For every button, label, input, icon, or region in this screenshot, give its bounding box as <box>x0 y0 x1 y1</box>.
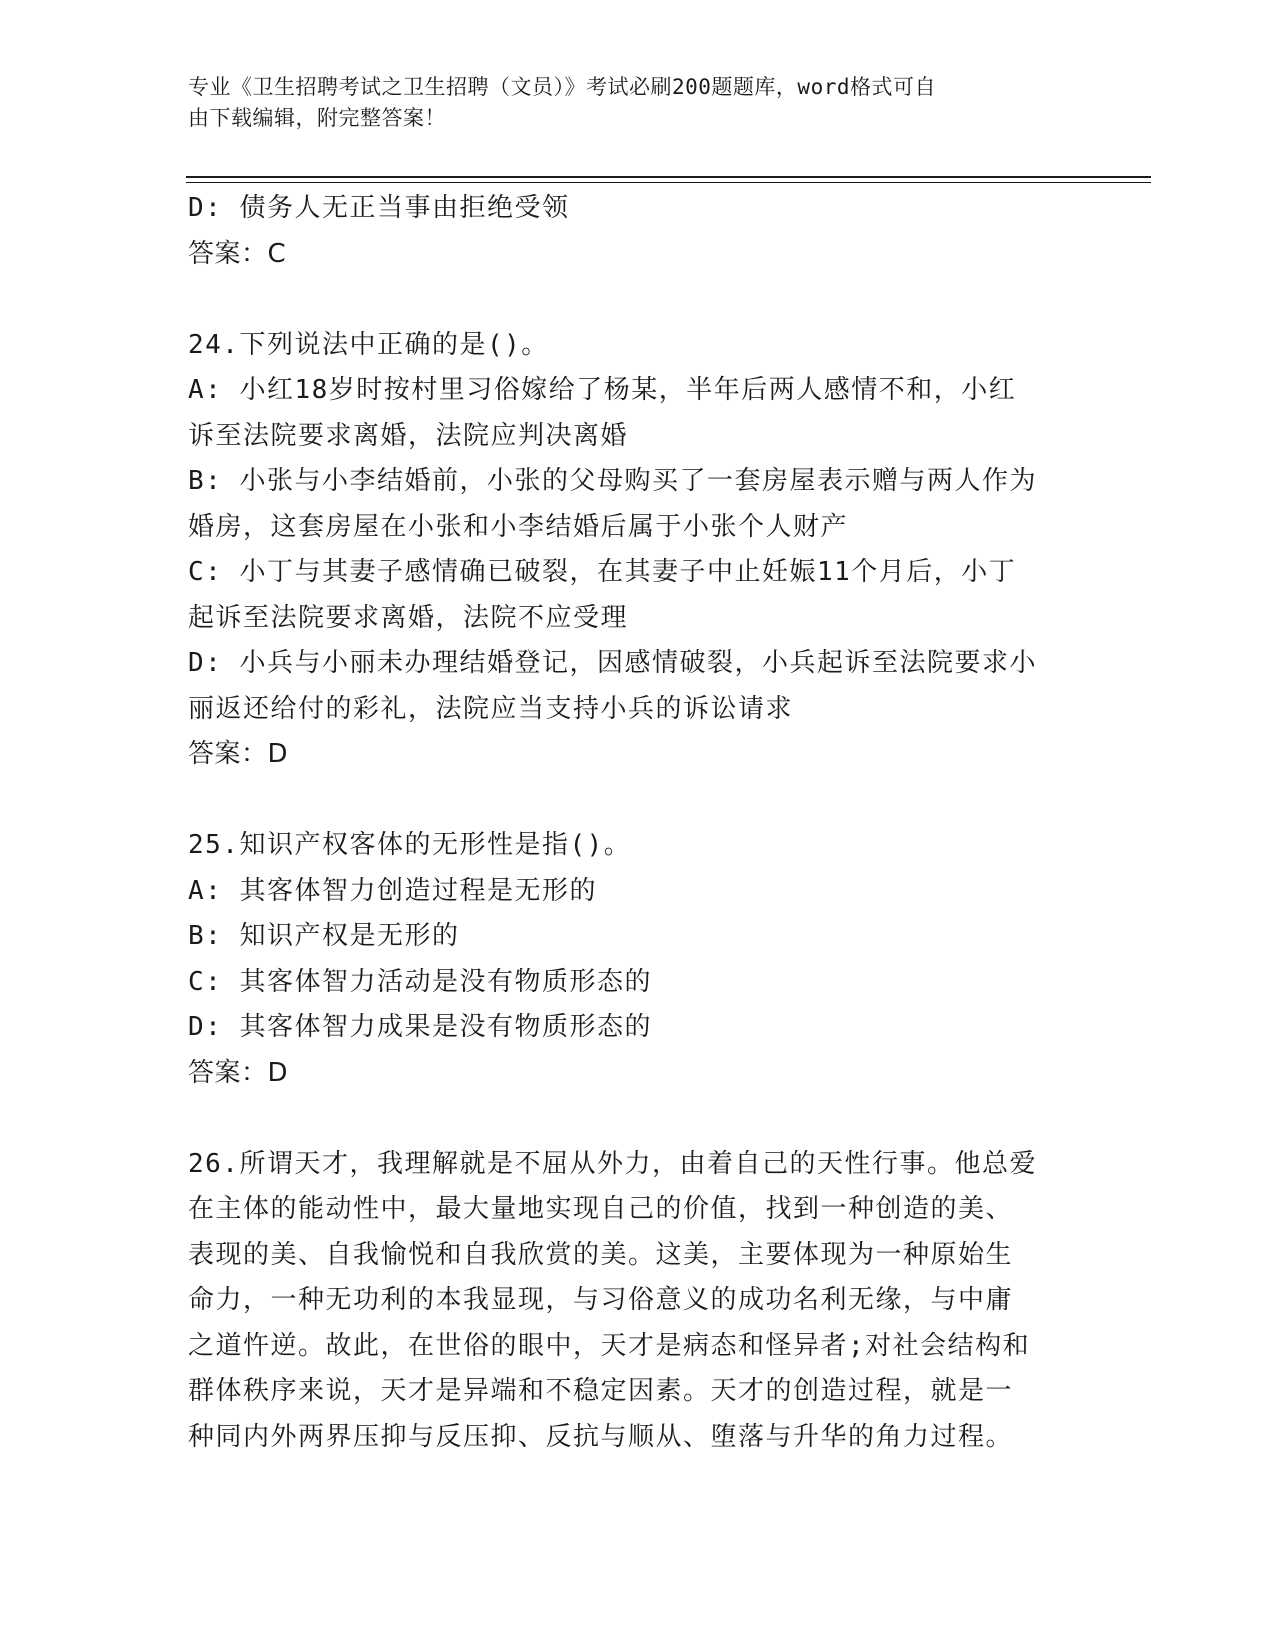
question-content <box>188 186 1088 1460</box>
option-a-line-1: A: 小红18岁时按村里习俗嫁给了杨某，半年后两人感情不和，小红 <box>188 375 1017 405</box>
passage-line-5: 之道忤逆。故此，在世俗的眼中，天才是病态和怪异者;对社会结构和 <box>188 1330 1031 1361</box>
page-header <box>188 72 1068 134</box>
answer-line: 答案：D <box>188 739 289 769</box>
option-c-line-1: C: 小丁与其妻子感情确已破裂，在其妻子中止妊娠11个月后，小丁 <box>188 557 1017 587</box>
passage-line-6: 群体秩序来说，天才是异端和不稳定因素。天才的创造过程，就是一 <box>188 1376 1014 1406</box>
header-divider-thin <box>186 182 1151 183</box>
option-b-line-2: 婚房，这套房屋在小张和小李结婚后属于小张个人财产 <box>188 511 849 542</box>
question-spacer <box>188 1096 1088 1142</box>
option-a-line-2: 诉至法院要求离婚，法院应判决离婚 <box>188 420 629 451</box>
answer-line: 答案：D <box>188 1057 289 1088</box>
question-spacer <box>188 778 1088 824</box>
option-c: C: 其客体智力活动是没有物质形态的 <box>188 966 652 997</box>
passage-line-7: 种同内外两界压抑与反压抑、反抗与顺从、堕落与升华的角力过程。 <box>188 1421 1014 1452</box>
option-b: B: 知识产权是无形的 <box>188 921 460 951</box>
passage-line-4: 命力，一种无功利的本我显现，与习俗意义的成功名利无缘，与中庸 <box>188 1285 1014 1315</box>
question-24 <box>188 323 1088 778</box>
header-divider-thick <box>186 176 1151 178</box>
question-spacer <box>188 277 1088 323</box>
passage-line-3: 表现的美、自我愉悦和自我欣赏的美。这美，主要体现为一种原始生 <box>188 1239 1014 1270</box>
option-d-line-1: D: 小兵与小丽未办理结婚登记，因感情破裂，小兵起诉至法院要求小 <box>188 648 1037 678</box>
answer-line: 答案：C <box>188 238 287 269</box>
question-stem: 25.知识产权客体的无形性是指()。 <box>188 830 632 860</box>
option-c-line-2: 起诉至法院要求离婚，法院不应受理 <box>188 602 629 633</box>
option-b-line-1: B: 小张与小李结婚前，小张的父母购买了一套房屋表示赠与两人作为 <box>188 466 1037 496</box>
question-stem: 24.下列说法中正确的是()。 <box>188 329 549 360</box>
option-d-line-2: 丽返还给付的彩礼，法院应当支持小兵的诉讼请求 <box>188 693 794 724</box>
passage-line-2: 在主体的能动性中，最大量地实现自己的价值，找到一种创造的美、 <box>188 1194 1014 1224</box>
option-d: D: 债务人无正当事由拒绝受领 <box>188 193 570 223</box>
header-title-line-2: 由下载编辑，附完整答案！ <box>188 106 446 130</box>
option-a: A: 其客体智力创造过程是无形的 <box>188 875 597 906</box>
option-d: D: 其客体智力成果是没有物质形态的 <box>188 1012 652 1042</box>
passage-line-1: 26.所谓天才，我理解就是不屈从外力，由着自己的天性行事。他总爱 <box>188 1148 1037 1179</box>
question-26 <box>188 1142 1088 1461</box>
question-25 <box>188 823 1088 1096</box>
question-23 <box>188 186 1088 277</box>
header-title-line-1: 专业《卫生招聘考试之卫生招聘（文员）》考试必刷200题题库，word格式可自 <box>188 75 936 99</box>
